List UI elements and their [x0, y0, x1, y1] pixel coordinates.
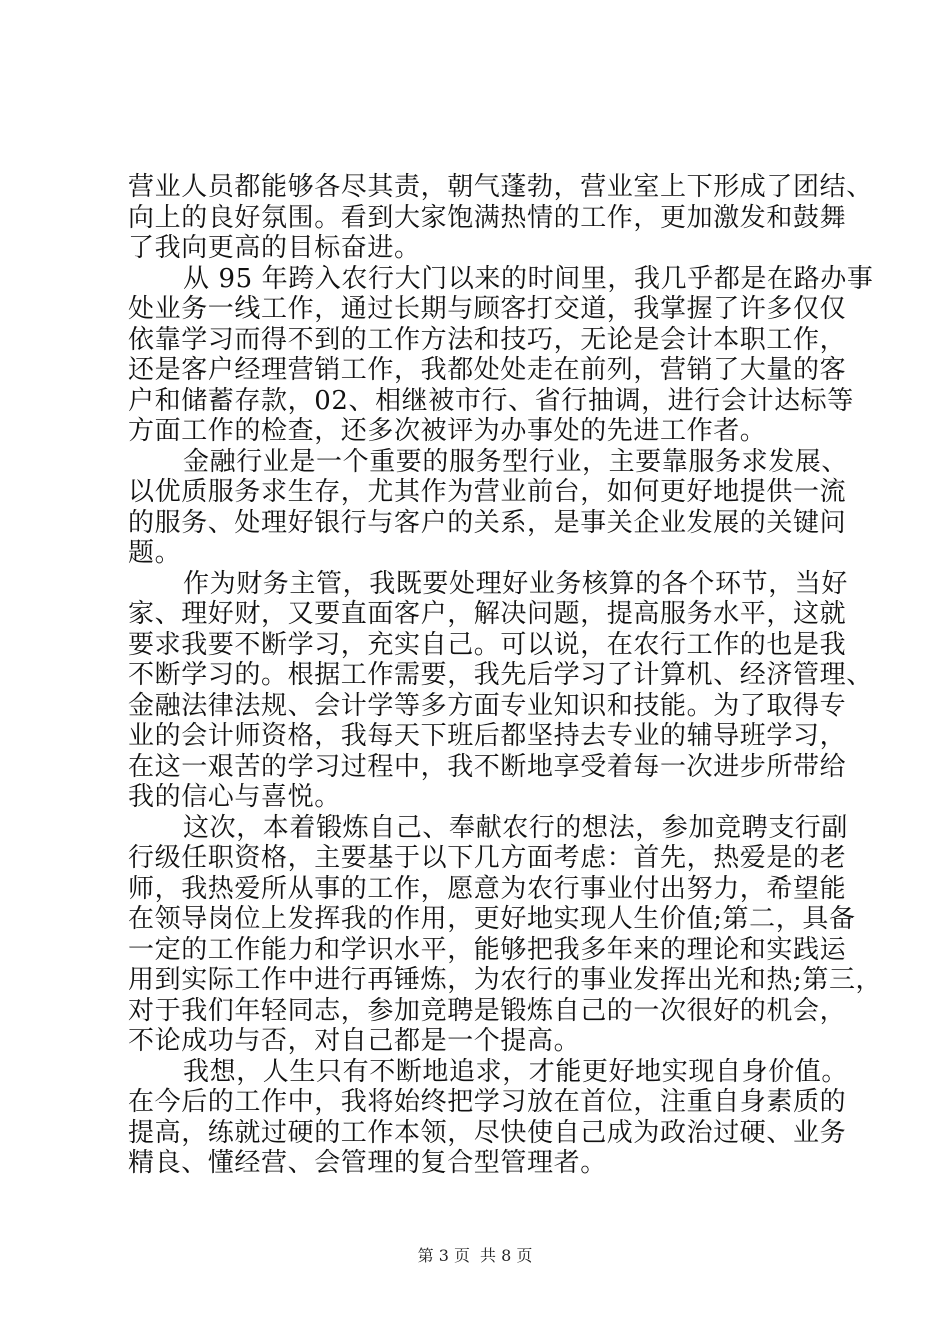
text-line: 对于我们年轻同志，参加竞聘是锻炼自己的一次很好的机会，	[128, 995, 847, 1026]
text-line: 这次，本着锻炼自己、奉献农行的想法，参加竞聘支行副	[183, 812, 849, 843]
page-footer	[0, 1246, 950, 1266]
text-line: 还是客户经理营销工作，我都处处走在前列，营销了大量的客	[128, 355, 847, 385]
text-line: 我想，人生只有不断地追求，才能更好地实现自身价值。	[183, 1056, 849, 1087]
text-line: 方面工作的检查，还多次被评为办事处的先进工作者。	[128, 416, 767, 446]
text-line: 的服务、处理好银行与客户的关系，是事关企业发展的关键问	[128, 507, 847, 538]
text-line: 在这一艰苦的学习过程中，我不断地享受着每一次进步所带给	[128, 751, 847, 782]
text-line: 依靠学习而得不到的工作方法和技巧，无论是会计本职工作，	[128, 324, 847, 355]
text-line: 以优质服务求生存，尤其作为营业前台，如何更好地提供一流	[128, 477, 847, 507]
page-number: 第 3 页	[417, 1246, 470, 1265]
paragraph-1	[128, 172, 873, 264]
text-line: 作为财务主管，我既要处理好业务核算的各个环节，当好	[183, 568, 849, 599]
text-line: 不论成功与否，对自己都是一个提高。	[128, 1026, 581, 1056]
text-line: 一定的工作能力和学识水平，能够把我多年来的理论和实践运	[128, 934, 847, 965]
text-line: 精良、懂经营、会管理的复合型管理者。	[128, 1148, 607, 1178]
text-line: 我的信心与喜悦。	[128, 782, 341, 812]
text-line: 在领导岗位上发挥我的作用，更好地实现人生价值;第二，具备	[128, 904, 856, 934]
document-body	[128, 172, 883, 1179]
paragraph-2	[128, 263, 874, 447]
paragraph-3	[128, 446, 849, 569]
paragraph-6	[128, 1056, 849, 1179]
text-line: 处业务一线工作，通过长期与顾客打交道，我掌握了许多仅仅	[128, 294, 847, 324]
text-line: 家、理好财，又要直面客户，解决问题，提高服务水平，这就	[128, 599, 847, 629]
page-total: 共 8 页	[480, 1246, 533, 1265]
text-line: 要求我要不断学习，充实自己。可以说，在农行工作的也是我	[128, 629, 847, 660]
text-line: 不断学习的。根据工作需要，我先后学习了计算机、经济管理、	[128, 660, 873, 690]
text-line: 业的会计师资格，我每天下班后都坚持去专业的辅导班学习，	[128, 721, 847, 751]
text-line: 用到实际工作中进行再锤炼，为农行的事业发挥出光和热;第三，	[128, 965, 883, 995]
text-line: 营业人员都能够各尽其责，朝气蓬勃，营业室上下形成了团结、	[128, 172, 873, 202]
text-line: 金融法律法规、会计学等多方面专业知识和技能。为了取得专	[128, 690, 847, 721]
text-line: 了我向更高的目标奋进。	[128, 233, 421, 263]
text-line: 金融行业是一个重要的服务型行业，主要靠服务求发展、	[183, 446, 849, 477]
text-line: 提高，练就过硬的工作本领，尽快使自己成为政治过硬、业务	[128, 1117, 847, 1148]
text-line: 题。	[128, 538, 182, 568]
text-line: 向上的良好氛围。看到大家饱满热情的工作，更加激发和鼓舞	[128, 202, 847, 233]
text-line: 户和储蓄存款，02、相继被市行、省行抽调，进行会计达标等	[128, 385, 854, 416]
text-line: 从 95 年跨入农行大门以来的时间里，我几乎都是在路办事	[183, 263, 874, 294]
paragraph-5	[128, 812, 883, 1057]
paragraph-4	[128, 568, 873, 813]
text-line: 行级任职资格，主要基于以下几方面考虑：首先，热爱是的老	[128, 843, 847, 873]
text-line: 在今后的工作中，我将始终把学习放在首位，注重自身素质的	[128, 1087, 847, 1117]
text-line: 师，我热爱所从事的工作，愿意为农行事业付出努力，希望能	[128, 873, 847, 904]
